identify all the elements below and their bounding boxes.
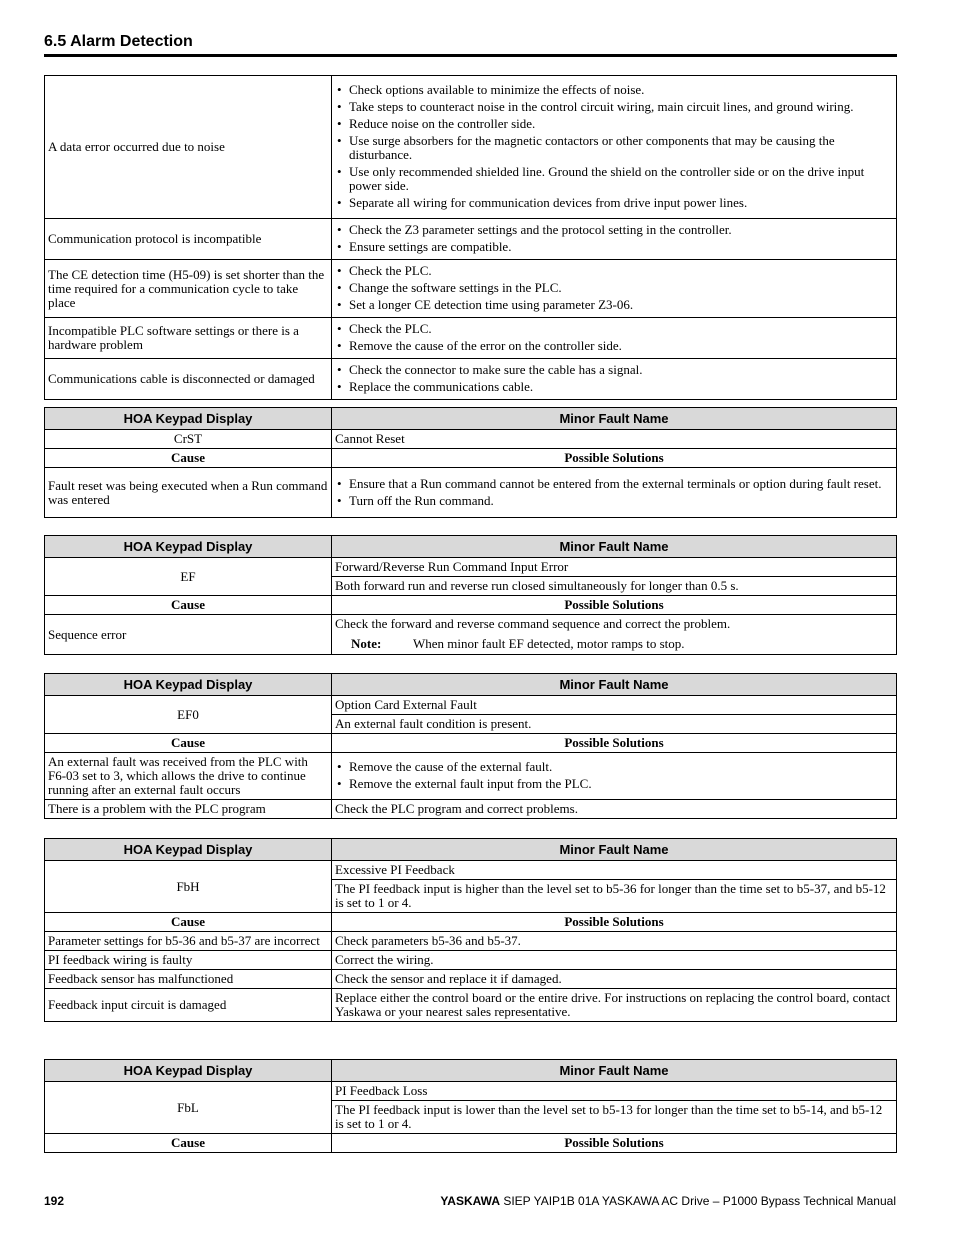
cause-cell: PI feedback wiring is faulty xyxy=(45,951,332,970)
solutions-list xyxy=(335,322,893,353)
list-item: • Check options available to minimize the effects of noise. xyxy=(335,83,893,97)
solution-cell: Check parameters b5-36 and b5-37. xyxy=(332,932,897,951)
fault-description: The PI feedback input is higher than the level set to b5-36 for longer than the time set to b5-37, and b5-12 is set to 1 or 4. xyxy=(332,880,897,913)
table-subheader-row xyxy=(45,1134,897,1153)
table-row xyxy=(45,696,897,715)
solution-cell: Check the sensor and replace it if damaged. xyxy=(332,970,897,989)
table-row xyxy=(45,430,897,449)
possible-solutions-header: Possible Solutions xyxy=(332,913,897,932)
fbl-fault-table xyxy=(44,1059,897,1153)
fault-code: EF0 xyxy=(45,696,332,734)
table-row xyxy=(45,219,897,260)
fbh-fault-table xyxy=(44,838,897,1022)
solutions-list xyxy=(335,477,893,508)
minor-fault-name-header: Minor Fault Name xyxy=(332,408,897,430)
minor-fault-name-header: Minor Fault Name xyxy=(332,839,897,861)
ef0-fault-table xyxy=(44,673,897,819)
cause-cell: There is a problem with the PLC program xyxy=(45,800,332,819)
minor-fault-name-header: Minor Fault Name xyxy=(332,536,897,558)
table-header-row xyxy=(45,408,897,430)
table-subheader-row xyxy=(45,596,897,615)
brand-name: YASKAWA xyxy=(440,1194,500,1208)
ef-fault-table xyxy=(44,535,897,655)
cause-header: Cause xyxy=(45,734,332,753)
minor-fault-name-header: Minor Fault Name xyxy=(332,1060,897,1082)
list-item: • Ensure settings are compatible. xyxy=(335,240,893,254)
fault-name: Excessive PI Feedback xyxy=(332,861,897,880)
list-item: • Change the software settings in the PLC. xyxy=(335,281,893,295)
cause-header: Cause xyxy=(45,913,332,932)
list-item: • Separate all wiring for communication devices from drive input power lines. xyxy=(335,196,893,210)
solutions-cell xyxy=(332,753,897,800)
table-row xyxy=(45,76,897,219)
possible-solutions-header: Possible Solutions xyxy=(332,596,897,615)
solutions-cell xyxy=(332,318,897,359)
list-item: • Reduce noise on the controller side. xyxy=(335,117,893,131)
cause-cell: The CE detection time (H5-09) is set shorter than the time required for a communication cycle to take place xyxy=(45,260,332,318)
table-subheader-row xyxy=(45,449,897,468)
cause-cell: Communication protocol is incompatible xyxy=(45,219,332,260)
cause-cell: Sequence error xyxy=(45,615,332,655)
note-label: Note: xyxy=(351,636,382,651)
table-header-row xyxy=(45,839,897,861)
table-row xyxy=(45,753,897,800)
hoa-keypad-display-header: HOA Keypad Display xyxy=(45,1060,332,1082)
table-row xyxy=(45,861,897,880)
possible-solutions-header: Possible Solutions xyxy=(332,449,897,468)
table-header-row xyxy=(45,536,897,558)
list-item: • Remove the cause of the external fault. xyxy=(335,760,893,774)
table-header-row xyxy=(45,1060,897,1082)
solution-cell: Replace either the control board or the entire drive. For instructions on replacing the control board, contact Yaskawa or your nearest sales representative. xyxy=(332,989,897,1022)
hoa-keypad-display-header: HOA Keypad Display xyxy=(45,674,332,696)
fault-code: FbL xyxy=(45,1082,332,1134)
cause-cell: A data error occurred due to noise xyxy=(45,76,332,219)
fault-code: FbH xyxy=(45,861,332,913)
solutions-cell xyxy=(332,615,897,655)
section-title: 6.5 Alarm Detection xyxy=(44,33,193,50)
cause-cell: Parameter settings for b5-36 and b5-37 are incorrect xyxy=(45,932,332,951)
table-row xyxy=(45,970,897,989)
hoa-keypad-display-header: HOA Keypad Display xyxy=(45,408,332,430)
minor-fault-name-header: Minor Fault Name xyxy=(332,674,897,696)
table-row xyxy=(45,468,897,518)
table-row xyxy=(45,989,897,1022)
table-subheader-row xyxy=(45,734,897,753)
list-item: • Set a longer CE detection time using parameter Z3-06. xyxy=(335,298,893,312)
fault-name: Option Card External Fault xyxy=(332,696,897,715)
hoa-keypad-display-header: HOA Keypad Display xyxy=(45,839,332,861)
list-item: • Turn off the Run command. xyxy=(335,494,893,508)
table-row xyxy=(45,558,897,577)
list-item: • Check the Z3 parameter settings and the protocol setting in the controller. xyxy=(335,223,893,237)
solution-cell: Check the PLC program and correct problems. xyxy=(332,800,897,819)
hoa-keypad-display-header: HOA Keypad Display xyxy=(45,536,332,558)
table-row xyxy=(45,951,897,970)
table-subheader-row xyxy=(45,913,897,932)
header-rule xyxy=(44,54,897,57)
cause-header: Cause xyxy=(45,596,332,615)
table-row xyxy=(45,615,897,655)
fault-description: An external fault condition is present. xyxy=(332,715,897,734)
table-row xyxy=(45,318,897,359)
list-item: • Check the PLC. xyxy=(335,322,893,336)
cause-cell: Fault reset was being executed when a Run command was entered xyxy=(45,468,332,518)
solutions-cell xyxy=(332,468,897,518)
solutions-cell xyxy=(332,76,897,219)
manual-title xyxy=(440,1194,896,1208)
solutions-list xyxy=(335,363,893,394)
cause-cell: Incompatible PLC software settings or there is a hardware problem xyxy=(45,318,332,359)
note xyxy=(335,637,893,651)
cause-cell: Feedback sensor has malfunctioned xyxy=(45,970,332,989)
fault-description: Both forward run and reverse run closed simultaneously for longer than 0.5 s. xyxy=(332,577,897,596)
fault-name: Cannot Reset xyxy=(332,430,897,449)
cause-cell: Feedback input circuit is damaged xyxy=(45,989,332,1022)
list-item: • Check the PLC. xyxy=(335,264,893,278)
solutions-list xyxy=(335,83,893,210)
fault-description: The PI feedback input is lower than the level set to b5-13 for longer than the time set to b5-14, and b5-12 is set to 1 or 4. xyxy=(332,1101,897,1134)
table-header-row xyxy=(45,674,897,696)
table-row xyxy=(45,359,897,400)
list-item: • Remove the cause of the error on the controller side. xyxy=(335,339,893,353)
solutions-cell xyxy=(332,359,897,400)
table-row xyxy=(45,800,897,819)
possible-solutions-header: Possible Solutions xyxy=(332,734,897,753)
list-item: • Ensure that a Run command cannot be entered from the external terminals or option during fault reset. xyxy=(335,477,893,491)
list-item: • Use only recommended shielded line. Ground the shield on the controller side or on the drive input power side. xyxy=(335,165,893,193)
cause-header: Cause xyxy=(45,1134,332,1153)
possible-solutions-header: Possible Solutions xyxy=(332,1134,897,1153)
table-row xyxy=(45,932,897,951)
list-item: • Take steps to counteract noise in the control circuit wiring, main circuit lines, and ground wiring. xyxy=(335,100,893,114)
fault-code: CrST xyxy=(45,430,332,449)
note-text: When minor fault EF detected, motor ramps to stop. xyxy=(413,636,685,651)
solutions-cell xyxy=(332,260,897,318)
table-row xyxy=(45,1082,897,1101)
fault-code: EF xyxy=(45,558,332,596)
solutions-list xyxy=(335,760,893,791)
crst-fault-table xyxy=(44,407,897,518)
cause-cell: Communications cable is disconnected or damaged xyxy=(45,359,332,400)
manual-title-text: SIEP YAIP1B 01A YASKAWA AC Drive – P1000 Bypass Technical Manual xyxy=(503,1194,896,1208)
solutions-list xyxy=(335,223,893,254)
table-row xyxy=(45,260,897,318)
list-item: • Check the connector to make sure the cable has a signal. xyxy=(335,363,893,377)
continued-cause-table xyxy=(44,75,897,400)
list-item: • Use surge absorbers for the magnetic contactors or other components that may be causing the disturbance. xyxy=(335,134,893,162)
solutions-list xyxy=(335,264,893,312)
fault-name: PI Feedback Loss xyxy=(332,1082,897,1101)
cause-header: Cause xyxy=(45,449,332,468)
cause-cell: An external fault was received from the PLC with F6-03 set to 3, which allows the drive to continue running after an external fault occurs xyxy=(45,753,332,800)
list-item: • Remove the external fault input from the PLC. xyxy=(335,777,893,791)
solution-cell: Correct the wiring. xyxy=(332,951,897,970)
solution-text: Check the forward and reverse command sequence and correct the problem. xyxy=(335,616,731,631)
fault-name: Forward/Reverse Run Command Input Error xyxy=(332,558,897,577)
solutions-cell xyxy=(332,219,897,260)
list-item: • Replace the communications cable. xyxy=(335,380,893,394)
page-number: 192 xyxy=(44,1194,65,1208)
